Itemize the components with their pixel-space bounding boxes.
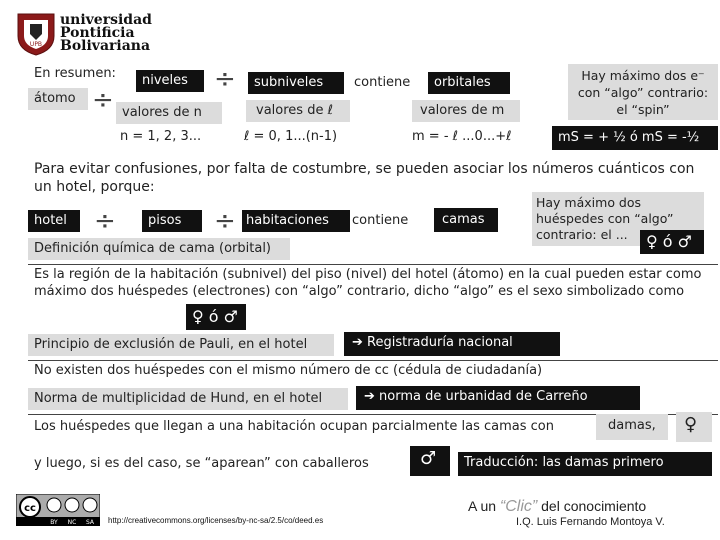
gender-pair-box: ♀ ó ♂ [186, 304, 246, 330]
svg-text:NC: NC [67, 519, 77, 526]
upb-logo [16, 8, 152, 58]
hund-text-2: y luego, si es del caso, se “aparean” con caballeros [34, 456, 369, 471]
niveles-box: niveles [136, 70, 204, 92]
orbital-definition-text: Es la región de la habitación (subnivel) del piso (nivel) del hotel (átomo) en la cual pueden estar como máximo dos huéspedes (electrones) con “algo” contrario, dicho “algo” es el sexo simbolizado como [34, 267, 702, 299]
divide-icon: ÷ [214, 206, 236, 236]
hund-text: Los huéspedes que llegan a una habitación ocupan parcialmente las camas con [34, 419, 554, 434]
camas-box: camas [434, 208, 498, 232]
habitaciones-box: habitaciones [242, 210, 350, 232]
svg-text:BY: BY [50, 519, 58, 526]
spin-values-box: mS = + ½ ó mS = -½ [552, 126, 718, 150]
pauli-label: Principio de exclusión de Pauli, en el hotel [28, 334, 334, 356]
orbitales-box: orbitales [428, 72, 510, 94]
hund-target-box: ➔ norma de urbanidad de Carreño [356, 386, 640, 410]
max-electrons-box: Hay máximo dos e⁻ con “algo” contrario: el “spin” [568, 64, 718, 120]
l-values: ℓ = 0, 1...(n-1) [244, 129, 338, 144]
pauli-target-box: ➔ Registraduría nacional [344, 332, 560, 356]
hotel-intro-paragraph: Para evitar confusiones, por falta de costumbre, se pueden asociar los números cuánticos con un hotel, porque: [34, 161, 695, 195]
damas-box: damas, [596, 414, 668, 440]
clic-tagline [468, 498, 646, 516]
divider [28, 360, 718, 361]
divide-icon: ÷ [94, 206, 116, 236]
hund-label: Norma de multiplicidad de Hund, en el hotel [28, 388, 348, 410]
pauli-text: No existen dos huéspedes con el mismo número de cc (cédula de ciudadanía) [34, 363, 543, 378]
shield-icon [16, 10, 56, 56]
logo-wordmark [60, 14, 152, 53]
author-name: I.Q. Luis Fernando Montoya V. [516, 516, 665, 528]
license-link[interactable]: http://creativecommons.org/licenses/by-nc-sa/2.5/co/deed.es [108, 516, 324, 525]
divider [28, 264, 718, 265]
contiene-label: contiene [354, 75, 411, 90]
valores-m-box: valores de m [412, 100, 520, 122]
clic-emphasis: “Clic” [499, 498, 538, 515]
svg-text:SA: SA [85, 519, 95, 526]
contiene-label: contiene [352, 213, 409, 228]
creative-commons-badge [16, 494, 100, 526]
max-guests-box: Hay máximo dos huéspedes con “algo” contrario: el ... [532, 192, 704, 246]
gender-pair-box: ♀ ó ♂ [640, 230, 704, 254]
svg-text:cc: cc [24, 503, 36, 514]
summary-intro: En resumen: [34, 66, 116, 81]
pisos-box: pisos [142, 210, 202, 232]
valores-n-box: valores de n [116, 102, 222, 124]
n-values: n = 1, 2, 3... [120, 129, 202, 144]
female-icon: ♀ [676, 412, 712, 442]
logo-line-3: Bolivariana [60, 38, 151, 54]
logo-line-2: Pontificia [60, 25, 135, 41]
divide-icon: ÷ [214, 64, 236, 94]
definition-label: Definición química de cama (orbital) [28, 238, 290, 260]
divide-icon: ÷ [92, 85, 114, 115]
svg-text:UPB: UPB [29, 41, 43, 48]
cc-license-icon [16, 494, 100, 526]
hotel-box: hotel [28, 210, 80, 232]
atomo-box: átomo [28, 88, 88, 110]
subniveles-box: subniveles [248, 72, 344, 94]
logo-line-1: universidad [60, 12, 152, 28]
clic-pre: A un [468, 498, 497, 514]
male-icon: ♂ [410, 446, 450, 476]
valores-l-box: valores de ℓ [246, 100, 350, 122]
m-values: m = - ℓ ...0...+ℓ [412, 129, 512, 144]
clic-post: del conocimiento [541, 498, 647, 514]
translation-box: Traducción: las damas primero [458, 452, 712, 476]
